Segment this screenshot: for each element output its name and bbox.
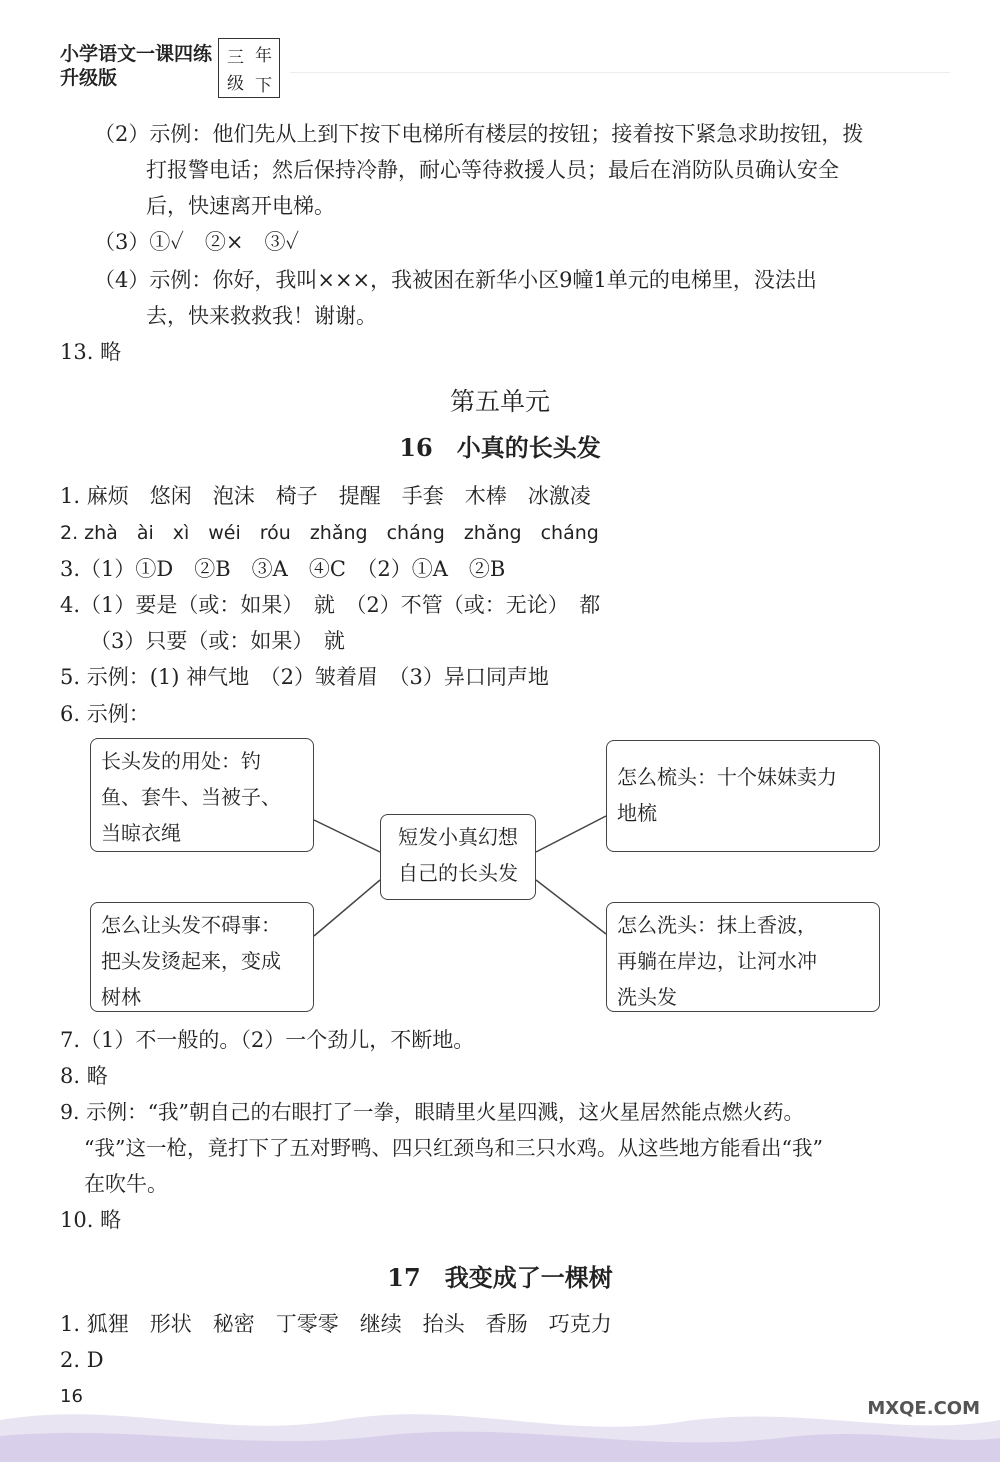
node-text: 树林 [101,985,141,1009]
answer-line: 9. 示例：“我”朝自己的右眼打了一拳，眼睛里火星四溅，这火星居然能点燃火药。 [60,1100,805,1124]
answer-line: 1. 狐狸 形状 秘密 丁零零 继续 抬头 香肠 巧克力 [60,1312,612,1336]
node-text: 地梳 [617,801,657,825]
header-divider [290,72,950,73]
lesson-title: 16 小真的长头发 [399,433,601,462]
node-text: 怎么洗头：抹上香波， [617,913,817,937]
grade-char: 级 [227,74,244,94]
mind-map-node-top-left [90,738,314,852]
node-text: 短发小真幻想 [398,825,518,849]
node-text: 把头发烫起来，变成 [101,949,281,973]
book-title [60,42,212,90]
answer-line: （2）示例：他们先从上到下按下电梯所有楼层的按钮；接着按下紧急求助按钮，拨 [94,122,864,146]
grade-badge [218,38,280,98]
answer-line: 去，快来救救我！谢谢。 [146,304,377,328]
answer-line: 打报警电话；然后保持冷静，耐心等待救援人员；最后在消防队员确认安全 [146,158,839,182]
page-number: 16 [60,1386,83,1407]
answer-line: 8. 略 [60,1064,108,1088]
grade-char: 下 [255,76,272,96]
node-text: 怎么梳头：十个妹妹卖力 [617,765,837,789]
answer-line: 5. 示例：(1) 神气地 （2）皱着眉 （3）异口同声地 [60,665,549,689]
answer-line: （3）①✓ ②× ③✓ [94,230,300,254]
node-text: 怎么让头发不碍事： [101,913,281,937]
answer-line: 3.（1）①D ②B ③A ④C （2）①A ②B [60,557,506,581]
node-text: 长头发的用处：钓 [101,749,261,773]
answer-line: （4）示例：你好，我叫×××，我被困在新华小区9幢1单元的电梯里，没法出 [94,268,817,292]
answer-line: 在吹牛。 [84,1172,168,1196]
connector-line [536,880,606,934]
node-text: 洗头发 [617,985,677,1009]
answer-line: 10. 略 [60,1208,122,1232]
answer-line: （3）只要（或：如果） 就 [90,629,345,653]
book-title-line2: 升级版 [60,67,118,89]
lesson-title: 17 我变成了一棵树 [387,1263,613,1292]
footer-wave-decoration [0,1380,1000,1462]
book-title-line1: 小学语文一课四练 [60,43,213,65]
answer-line: 13. 略 [60,340,122,364]
answer-line: 4.（1）要是（或：如果） 就 （2）不管（或：无论） 都 [60,593,601,617]
answer-line: 后，快速离开电梯。 [146,194,335,218]
answer-line: 1. 麻烦 悠闲 泡沫 椅子 提醒 手套 木棒 冰激凌 [60,484,591,508]
mind-map-node-top-right [606,740,880,852]
mind-map-center-node [380,814,536,900]
pinyin-line: 2. zhà ài xì wéi róu zhǎng cháng zhǎng cháng [60,522,599,544]
grade-char: 年 [255,46,272,66]
connector-line [314,820,380,852]
node-text: 自己的长头发 [398,861,518,885]
grade-char: 三 [227,48,244,68]
answer-line: 6. 示例： [60,702,150,726]
node-text: 鱼、套牛、当被子、 [101,785,281,809]
watermark-text: MXQE.COM [867,1398,980,1419]
node-text: 再躺在岸边，让河水冲 [617,949,817,973]
answer-line: “我”这一枪，竟打下了五对野鸭、四只红颈鸟和三只水鸡。从这些地方能看出“我” [84,1136,823,1160]
mind-map-node-bottom-right [606,902,880,1012]
unit-title: 第五单元 [449,387,550,416]
answer-line: 7.（1）不一般的。（2）一个劲儿，不断地。 [60,1028,475,1052]
node-text: 当晾衣绳 [101,821,181,845]
connector-line [536,816,606,852]
mind-map-node-bottom-left [90,902,314,1012]
answer-line: 2. D [60,1348,104,1372]
connector-line [314,880,380,936]
